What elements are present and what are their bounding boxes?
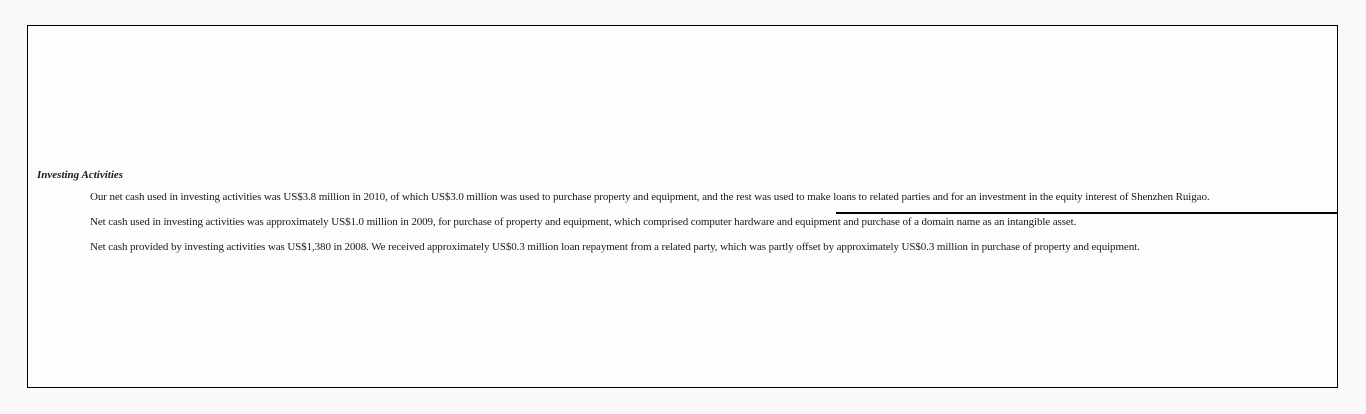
document-page <box>27 25 1338 388</box>
paragraph-2008: Net cash provided by investing activities was US$1,380 in 2008. We received approximately US$0.3 million loan repayment from a related party, which was partly offset by approximately US$0.3 million in purchase of property and equipment. <box>90 241 1140 253</box>
section-heading: Investing Activities <box>37 169 124 181</box>
horizontal-rule-mark <box>836 212 1338 214</box>
paragraph-2010: Our net cash used in investing activities was US$3.8 million in 2010, of which US$3.0 million was used to purchase property and equipment, and the rest was used to make loans to related parties and for an investment in the equity interest of Shenzhen Ruigao. <box>90 191 1210 203</box>
paragraph-2009: Net cash used in investing activities was approximately US$1.0 million in 2009, for purchase of property and equipment, which comprised computer hardware and equipment and purchase of a domain name as an intangible asset. <box>90 216 1077 228</box>
